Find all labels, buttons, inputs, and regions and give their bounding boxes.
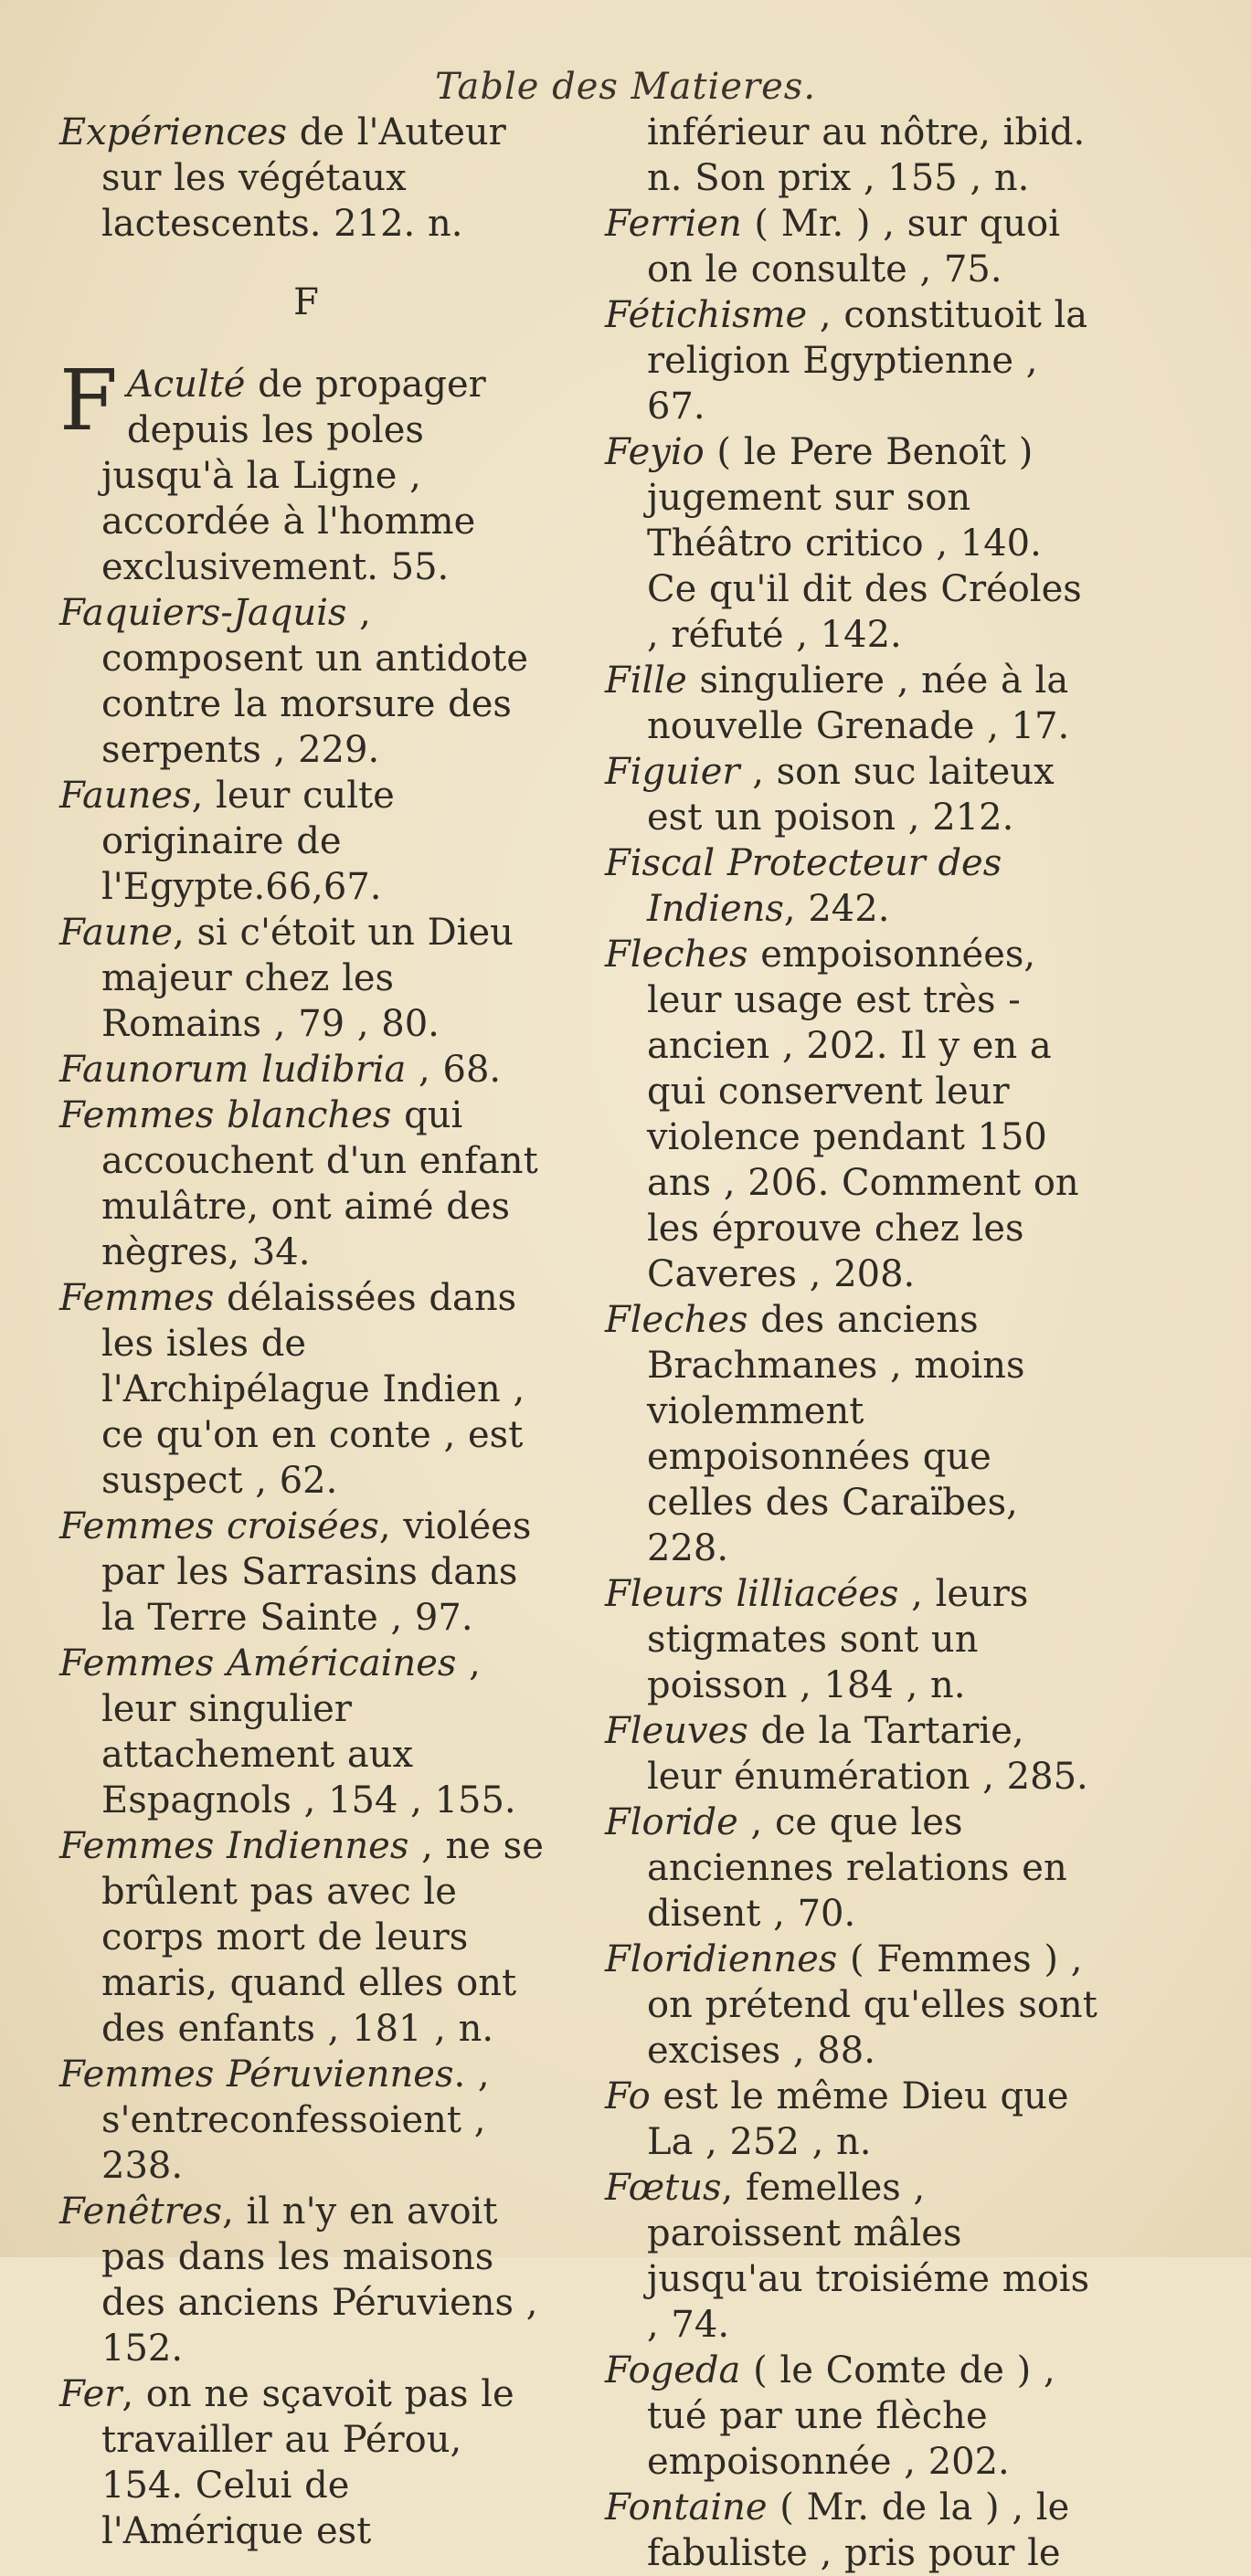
index-entry: Femmes délaissées dans les isles de l'Archipélague Indien , ce qu'on en conte , est suspect , 62. bbox=[59, 1277, 525, 1502]
index-entry: Fo est le même Dieu que La , 252 , n. bbox=[605, 2075, 1069, 2163]
index-entry: Fille singuliere , née à la nouvelle Grenade , 17. bbox=[605, 660, 1070, 747]
index-entry: Femmes blanches qui accouchent d'un enfant mulâtre, ont aimé des nègres, 34. bbox=[59, 1094, 538, 1273]
index-entry: Fétichisme , constituoit la religion Egyptienne , 67. bbox=[605, 294, 1088, 428]
index-entry: F Aculté de propager depuis les poles jusqu'à la Ligne , accordée à l'homme exclusivement. 55. bbox=[59, 352, 486, 588]
index-entry: Fœtus, femelles , paroissent mâles jusqu'au troisiéme mois , 74. bbox=[605, 2167, 1090, 2346]
index-entry: Femmes Péruviennes. , s'entreconfessoient , 238. bbox=[59, 2053, 490, 2187]
index-entry: Fenêtres, il n'y en avoit pas dans les maisons des anciens Péruviens , 152. bbox=[59, 2191, 538, 2370]
index-entry-continued: inférieur au nôtre, ibid. n. Son prix , 155 , n. bbox=[647, 111, 1086, 199]
index-entry: Feyio ( le Pere Benoît ) jugement sur son Théâtro critico , 140. Ce qu'il dit des Créoles , réfuté , 142. bbox=[605, 431, 1082, 656]
index-entry: Faune, si c'étoit un Dieu majeur chez les Romains , 79 , 80. bbox=[59, 912, 514, 1045]
index-entry: Femmes Américaines , leur singulier attachement aux Espagnols , 154 , 155. bbox=[59, 1642, 516, 1821]
index-entry: Expériences de l'Auteur sur les végétaux lactescents. 212. n. bbox=[59, 111, 506, 245]
index-entry: Fleuves de la Tartarie, leur énumération , 285. bbox=[605, 1710, 1088, 1798]
drop-cap: F bbox=[59, 352, 118, 449]
index-entry: Faquiers-Jaquis , composent un antidote contre la morsure des serpents , 229. bbox=[59, 592, 528, 771]
index-entry: Fleurs lilliacées , leurs stigmates sont un poisson , 184 , n. bbox=[605, 1573, 1029, 1706]
index-entry: Fontaine ( Mr. de la ) , le fabuliste , pris pour le bbox=[605, 2486, 1070, 2574]
index-entry: Floride , ce que les anciennes relations en disent , 70. bbox=[605, 1801, 1067, 1935]
index-entry: Faunorum ludibria , 68. bbox=[59, 1049, 502, 1091]
index-entry: Fiscal Protecteur des Indiens, 242. bbox=[605, 842, 1002, 930]
running-header: Table des Matieres. bbox=[434, 66, 817, 108]
index-entry: Fer, on ne sçavoit pas le travailler au Pérou, 154. Celui de l'Amérique est bbox=[59, 2373, 514, 2552]
left-column bbox=[59, 110, 553, 2554]
index-entry: Femmes Indiennes , ne se brûlent pas avec le corps mort de leurs maris, quand elles ont des enfants , 181 , n. bbox=[59, 1825, 544, 2050]
right-column bbox=[605, 110, 1098, 2576]
index-entry: Fleches empoisonnées, leur usage est très - ancien , 202. Il y en a qui conservent leur violence pendant 150 ans , 206. Comment on les éprouve chez les Caveres , 208. bbox=[605, 934, 1079, 1295]
index-entry: Floridiennes ( Femmes ) , on prétend qu'elles sont excises , 88. bbox=[605, 1938, 1097, 2072]
section-letter: F bbox=[293, 281, 319, 323]
index-entry: Figuier , son suc laiteux est un poison , 212. bbox=[605, 751, 1055, 839]
index-entry: Femmes croisées, violées par les Sarrasins dans la Terre Sainte , 97. bbox=[59, 1505, 532, 1639]
index-entry: Fogeda ( le Comte de ) , tué par une flèche empoisonnée , 202. bbox=[605, 2349, 1055, 2483]
index-entry: Faunes, leur culte originaire de l'Egypte.66,67. bbox=[59, 775, 395, 908]
index-entry: Fleches des anciens Brachmanes , moins violemment empoisonnées que celles des Caraïbes, 228. bbox=[605, 1299, 1025, 1569]
index-entry: Ferrien ( Mr. ) , sur quoi on le consulte , 75. bbox=[605, 203, 1060, 290]
